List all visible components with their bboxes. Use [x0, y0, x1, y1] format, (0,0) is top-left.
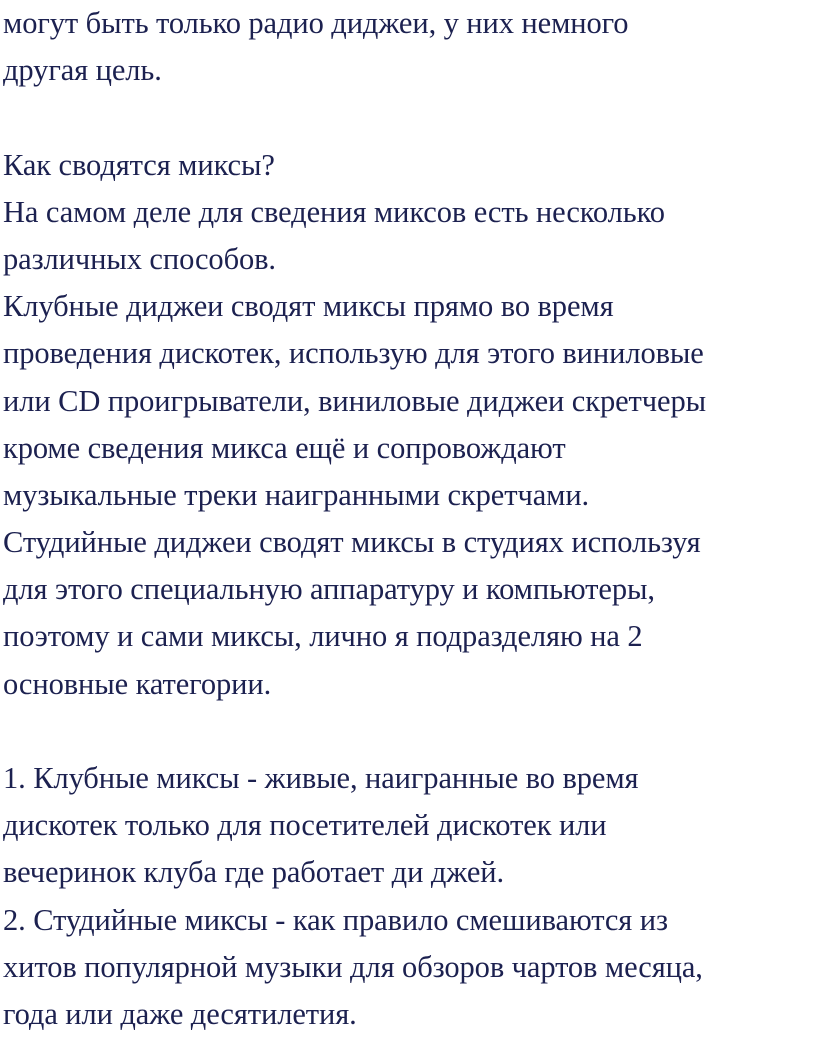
blank-line	[3, 708, 816, 755]
text-line: основные категории.	[3, 666, 272, 701]
text-line: для этого специальную аппаратуру и компьютеры,	[3, 572, 655, 607]
blank-line	[3, 94, 816, 141]
list-item-2: 2. Студийные миксы - как правило смешиваются из	[3, 902, 668, 937]
text-line: На самом деле для сведения миксов есть несколько	[3, 194, 665, 229]
text-line: могут быть только радио диджеи, у них немного	[3, 6, 629, 40]
list-item-2-continued: года или даже десятилетия.	[3, 996, 357, 1031]
list-item-2-continued: хитов популярной музыки для обзоров чартов месяца,	[3, 949, 703, 984]
list-item-1-continued: вечеринок клуба где работает ди джей.	[3, 855, 505, 890]
text-line: различных способов.	[3, 241, 276, 276]
text-line: кроме сведения микса ещё и сопровождают	[3, 430, 566, 465]
document-page	[3, 0, 816, 1038]
text-line: музыкальные треки наигранными скретчами.	[3, 477, 590, 512]
text-line: или CD проигрыватели, виниловые диджеи скретчеры	[3, 383, 706, 418]
text-line: другая цель.	[3, 53, 162, 88]
text-line: Клубные диджеи сводят миксы прямо во время	[3, 289, 614, 324]
text-line: проведения дискотек, использую для этого виниловые	[3, 336, 704, 371]
list-item-1: 1. Клубные миксы - живые, наигранные во время	[3, 761, 639, 795]
text-line: поэтому и сами миксы, лично я подразделяю на 2	[3, 619, 643, 654]
list-item-1-continued: дискотек только для посетителей дискотек или	[3, 808, 607, 843]
text-line: Студийные диджеи сводят миксы в студиях используя	[3, 525, 701, 560]
section-question: Как сводятся миксы?	[3, 147, 275, 182]
